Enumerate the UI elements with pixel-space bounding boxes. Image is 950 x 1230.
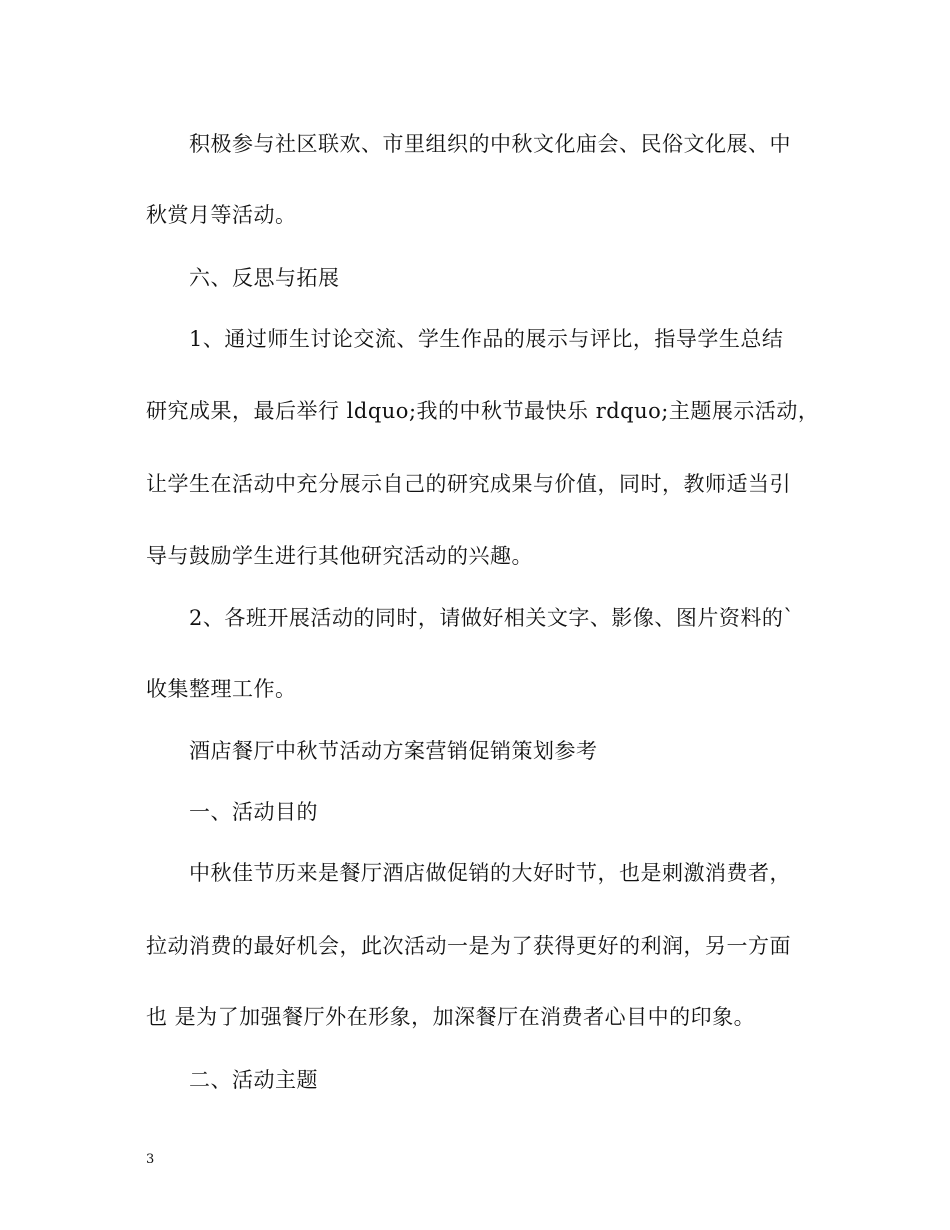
body-paragraph-line: 秋赏月等活动。 [146, 203, 297, 227]
page-number: 3 [146, 1152, 155, 1167]
body-paragraph-line: 拉动消费的最好机会，此次活动一是为了获得更好的利润，另一方面 [146, 934, 791, 958]
body-paragraph-line: 导与鼓励学生进行其他研究活动的兴趣。 [146, 544, 533, 568]
body-paragraph-line: 中秋佳节历来是餐厅酒店做促销的大好时节，也是刺激消费者， [189, 861, 791, 885]
body-paragraph-line: 1、通过师生讨论交流、学生作品的展示与评比，指导学生总结 [189, 327, 784, 351]
section-heading: 二、活动主题 [189, 1068, 318, 1092]
section-heading: 六、反思与拓展 [189, 266, 340, 290]
body-paragraph-line: 让学生在活动中充分展示自己的研究成果与价值，同时，教师适当引 [146, 472, 791, 496]
body-paragraph-line: 积极参与社区联欢、市里组织的中秋文化庙会、民俗文化展、中 [189, 132, 791, 156]
body-paragraph-line: 收集整理工作。 [146, 677, 297, 701]
document-title: 酒店餐厅中秋节活动方案营销促销策划参考 [189, 739, 598, 763]
section-heading: 一、活动目的 [189, 800, 318, 824]
body-paragraph-line: 2、各班开展活动的同时，请做好相关文字、影像、图片资料的` [189, 606, 795, 630]
body-paragraph-line: 也 是为了加强餐厅外在形象，加深餐厅在消费者心目中的印象。 [146, 1005, 756, 1029]
body-paragraph-line: 研究成果，最后举行 ldquo;我的中秋节最快乐 rdquo;主题展示活动， [146, 399, 820, 423]
